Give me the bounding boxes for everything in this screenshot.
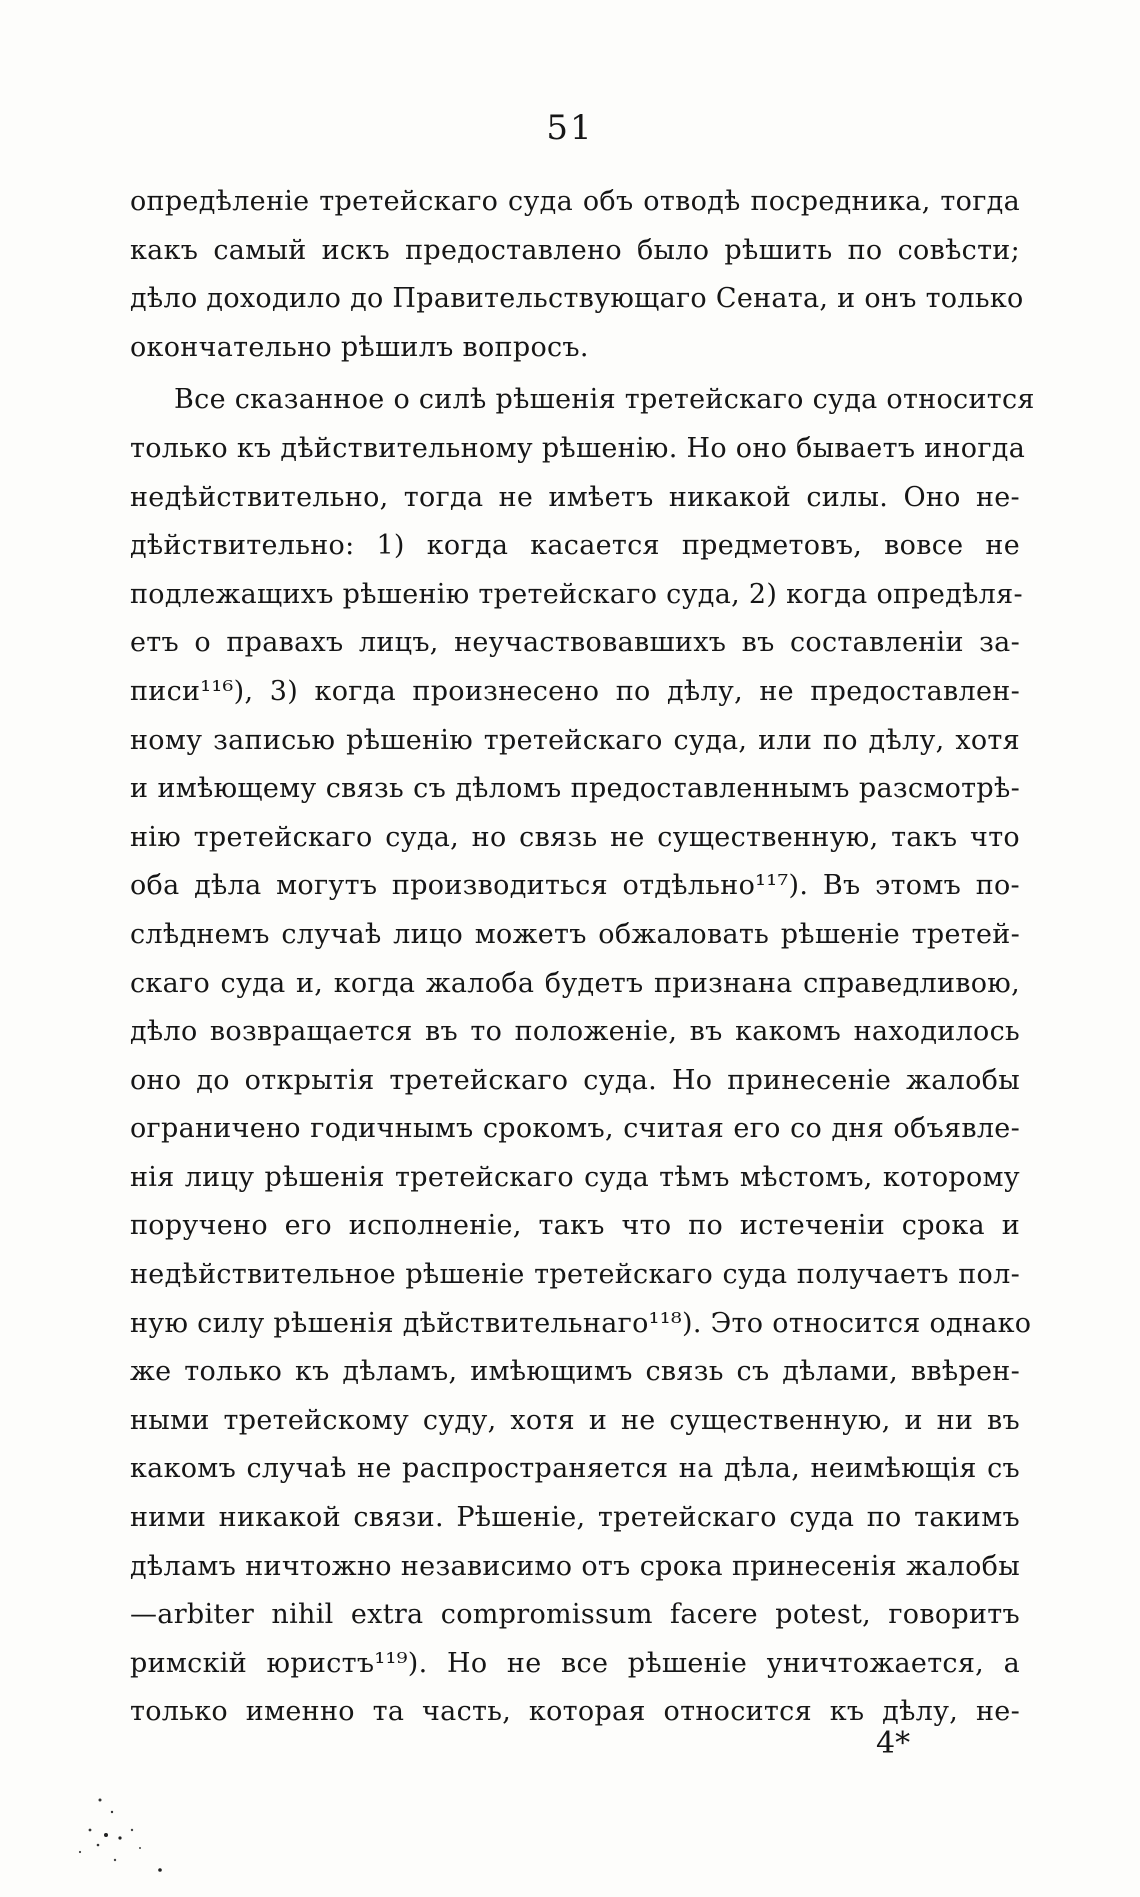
text-line: поручено его исполненіе, такъ что по истеченіи срока и: [130, 1210, 1020, 1242]
text-line: нію третейскаго суда, но связь не существенную, такъ что: [130, 821, 1020, 853]
text-line: слѣднемъ случаѣ лицо можетъ обжаловать рѣшеніе третей-: [130, 918, 1020, 950]
body-text: [130, 178, 1035, 1737]
text-line: скаго суда и, когда жалоба будетъ признана справедливою,: [130, 967, 1020, 999]
text-line: дѣло доходило до Правительствующаго Сената, и онъ только: [130, 283, 1024, 315]
text-line: Все сказанное о силѣ рѣшенія третейскаго суда относится: [174, 384, 1035, 416]
text-line: етъ о правахъ лицъ, неучаствовавшихъ въ составленіи за-: [130, 627, 1020, 659]
text-line: оно до открытія третейскаго суда. Но принесеніе жалобы: [130, 1064, 1020, 1096]
page-number: 51: [546, 108, 594, 148]
text-line: недѣйствительно, тогда не имѣетъ никакой силы. Оно не-: [130, 481, 1020, 513]
signature-mark: 4*: [876, 1726, 911, 1761]
text-line: подлежащихъ рѣшенію третейскаго суда, 2) когда опредѣля-: [130, 578, 1023, 610]
text-line: нія лицу рѣшенія третейскаго суда тѣмъ мѣстомъ, которому: [130, 1161, 1020, 1193]
text-line: опредѣленіе третейскаго суда объ отводѣ посредника, тогда: [130, 186, 1020, 217]
text-line: ными третейскому суду, хотя и не существенную, и ни въ: [130, 1404, 1020, 1436]
text-line: какомъ случаѣ не распространяется на дѣла, неимѣющія съ: [130, 1453, 1020, 1485]
text-line: только именно та часть, которая относится къ дѣлу, не-: [130, 1696, 1020, 1728]
text-line: ограничено годичнымъ срокомъ, считая его со дня объявле-: [130, 1113, 1020, 1145]
text-line: —arbiter nihil extra compromissum facere potest, говоритъ: [130, 1599, 1020, 1631]
text-line: дѣламъ ничтожно независимо отъ срока принесенія жалобы: [130, 1550, 1020, 1582]
text-line: ную силу рѣшенія дѣйствительнаго¹¹⁸). Это относится однако: [130, 1307, 1032, 1339]
text-line: ними никакой связи. Рѣшеніе, третейскаго суда по такимъ: [130, 1502, 1020, 1534]
paragraph: [130, 178, 1024, 372]
text-line: окончательно рѣшилъ вопросъ.: [130, 331, 589, 363]
paper-specks: [40, 1790, 180, 1890]
text-line: дѣйствительно: 1) когда касается предметовъ, вовсе не: [130, 530, 1020, 562]
paragraph: [130, 376, 1035, 1737]
text-line: писи¹¹⁶), 3) когда произнесено по дѣлу, не предоставлен-: [130, 675, 1020, 707]
text-line: какъ самый искъ предоставлено было рѣшить по совѣсти;: [130, 234, 1020, 266]
text-line: только къ дѣйствительному рѣшенію. Но оно бываетъ иногда: [130, 432, 1026, 464]
text-line: дѣло возвращается въ то положеніе, въ какомъ находилось: [130, 1016, 1020, 1048]
text-line: римскій юристъ¹¹⁹). Но не все рѣшеніе уничтожается, а: [130, 1647, 1020, 1679]
text-line: оба дѣла могутъ производиться отдѣльно¹¹⁷). Въ этомъ по-: [130, 870, 1020, 902]
text-line: ному записью рѣшенію третейскаго суда, или по дѣлу, хотя: [130, 724, 1020, 756]
text-line: недѣйствительное рѣшеніе третейскаго суда получаетъ пол-: [130, 1259, 1020, 1291]
text-line: и имѣющему связь съ дѣломъ предоставленнымъ разсмотрѣ-: [130, 773, 1020, 805]
text-line: же только къ дѣламъ, имѣющимъ связь съ дѣлами, ввѣрен-: [130, 1356, 1020, 1388]
